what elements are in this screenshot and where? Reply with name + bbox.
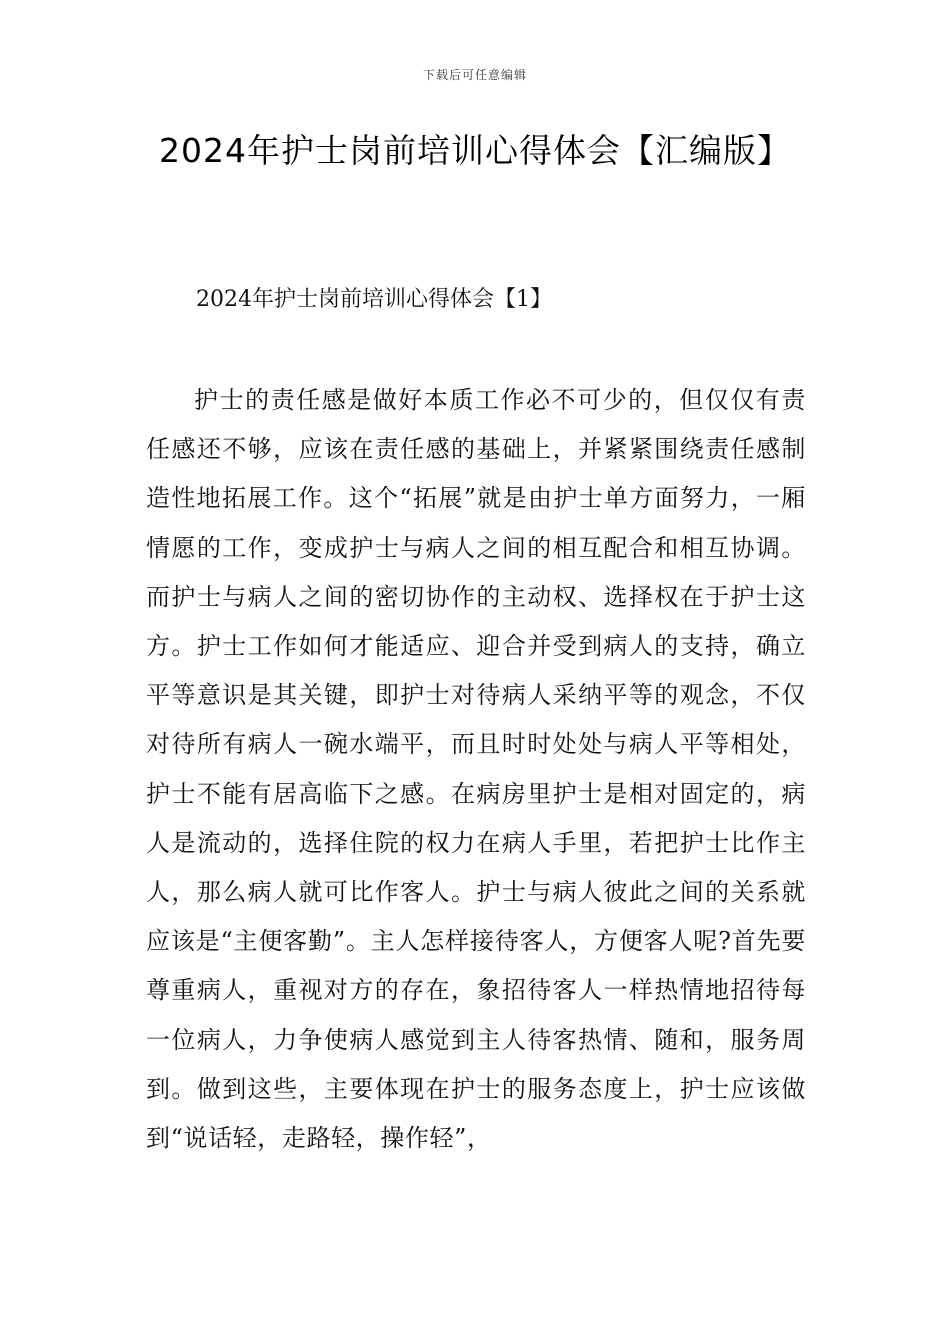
section-heading: 2024年护士岗前培训心得体会【1】: [196, 287, 552, 312]
header-note: 下载后可任意编辑: [422, 68, 527, 82]
body-paragraph: 护士的责任感是做好本质工作必不可少的，但仅仅有责任感还不够，应该在责任感的基础上，并紧紧围绕责任感制造性地拓展工作。这个“拓展”就是由护士单方面努力，一厢情愿的工作，变成护士与病人之间的相互配合和相互协调。而护士与病人之间的密切协作的主动权、选择权在于护士这方。护士工作如何才能适应、迎合并受到病人的支持，确立平等意识是其关键，即护士对待病人采纳平等的观念，不仅对待所有病人一碗水端平，而且时时处处与病人平等相处，护士不能有居高临下之感。在病房里护士是相对固定的，病人是流动的，选择住院的权力在病人手里，若把护士比作主人，那么病人就可比作客人。护士与病人彼此之间的关系就应该是“主便客勤”。主人怎样接待客人，方便客人呢?首先要尊重病人，重视对方的存在，象招待客人一样热情地招待每一位病人，力争使病人感觉到主人待客热情、随和，服务周到。做到这些，主要体现在护士的服务态度上，护士应该做到“说话轻，走路轻，操作轻”，: [146, 386, 806, 1153]
document-title: 2024年护士岗前培训心得体会【汇编版】: [159, 131, 791, 170]
